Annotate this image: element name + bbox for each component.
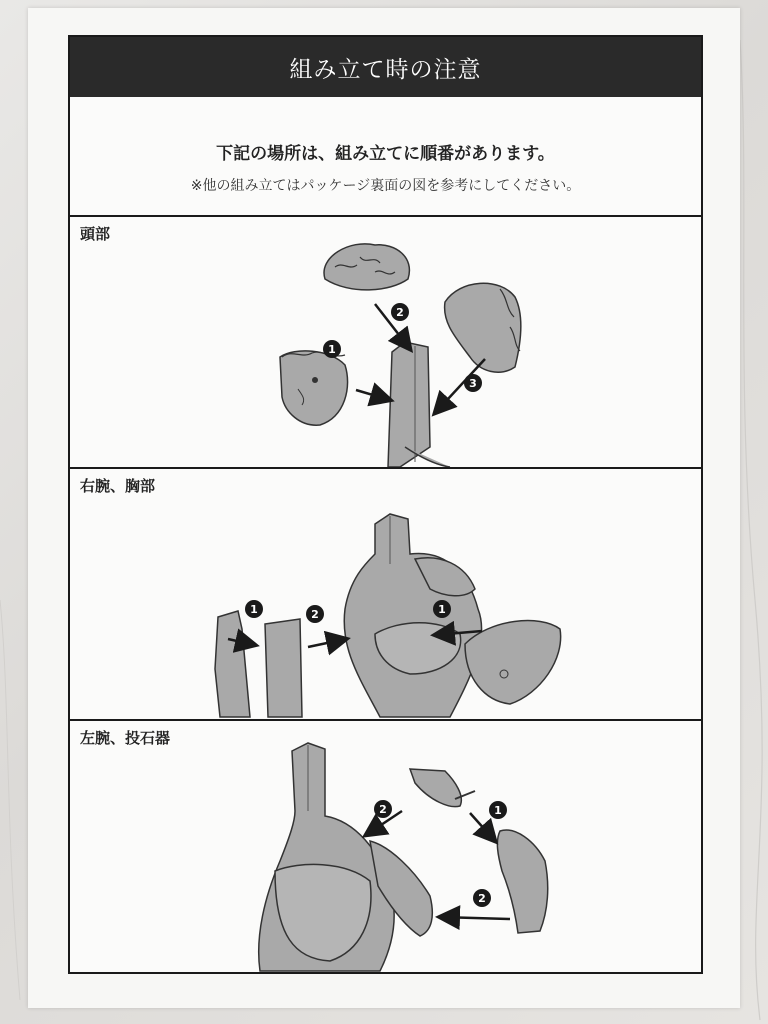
intro-main-text: 下記の場所は、組み立てに順番があります。: [216, 144, 555, 164]
instruction-sheet: [28, 8, 740, 1008]
svg-text:2: 2: [379, 803, 387, 816]
section-left-arm-sling: [70, 721, 701, 972]
title-bar: [70, 37, 701, 97]
left-hand-part: [497, 830, 547, 933]
section-label-left-arm-sling: 左腕、投石器: [80, 729, 171, 747]
step-badge-2b: [473, 889, 491, 907]
svg-text:2: 2: [478, 892, 486, 905]
step-badge-1: [489, 801, 507, 819]
instruction-frame: [68, 35, 703, 974]
hair-top-part: [324, 244, 409, 290]
torso-part: [344, 514, 481, 717]
step-badge-1: [323, 340, 341, 358]
back-hair-part: [445, 283, 521, 372]
svg-text:1: 1: [250, 603, 258, 616]
right-arm-chest-illustration: [70, 469, 701, 719]
intro-note-text: ※他の組み立てはパッケージ裏面の図を参考にしてください。: [190, 178, 581, 194]
svg-text:3: 3: [469, 377, 477, 390]
step-badge-2: [374, 800, 392, 818]
section-label-right-arm-chest: 右腕、胸部: [80, 477, 156, 495]
right-upper-arm-part: [465, 621, 561, 704]
forearm-outer-part: [215, 611, 250, 717]
svg-text:1: 1: [328, 343, 336, 356]
neck-post-part: [388, 342, 430, 467]
svg-text:2: 2: [396, 306, 404, 319]
head-assembly-illustration: [70, 217, 701, 467]
step-badge-3: [464, 374, 482, 392]
intro-section: [70, 97, 701, 217]
page-title: 組み立て時の注意: [289, 56, 482, 83]
left-arm-sling-illustration: [70, 721, 701, 972]
section-head: [70, 217, 701, 469]
step-badge-2: [391, 303, 409, 321]
svg-text:1: 1: [438, 603, 446, 616]
sling-part: [410, 769, 461, 807]
forearm-inner-part: [265, 619, 302, 717]
section-label-head: 頭部: [80, 225, 111, 243]
step-badge-2: [306, 605, 324, 623]
section-right-arm-chest: [70, 469, 701, 721]
face-part: [280, 351, 348, 425]
svg-text:1: 1: [494, 804, 502, 817]
step-badge-1b: [433, 600, 451, 618]
svg-text:2: 2: [311, 608, 319, 621]
step-badge-1: [245, 600, 263, 618]
